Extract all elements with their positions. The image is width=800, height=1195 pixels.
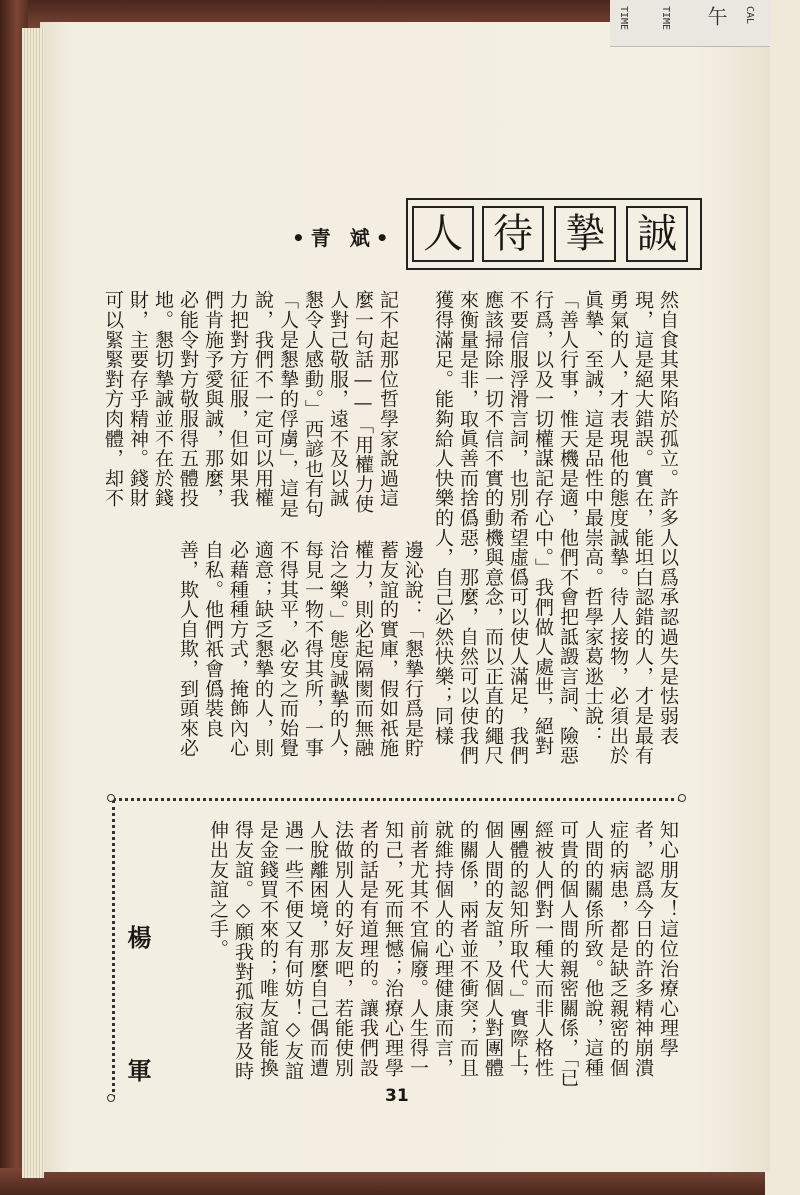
article-body-upper: 記不起那位哲學家說過這麼一句話——「用權力使人對己敬服，遠不及以誠懇令人感動。」西諺也有句「人是懇摯的俘虜」，這是說，我們不一定可以用權力把對方征服，但如果我們肯施予愛與誠，那麼，必能令對方敬服得五體投地。懇切摯誠並不在於錢財，主要存乎精神。錢財可以緊緊對方肉體，却不: [102, 290, 399, 519]
title-char: 待: [482, 206, 544, 262]
article2-body: 知心朋友！這位治療心理學者，認爲今日的許多精神崩潰症的病患，都是缺乏親密的個人間的關係所致。他說，這種可貴的個人間的親密關係，「已經被人們對一種大而非人格性團體的認知所取代。」實際上，個人間的友誼，及個人對團體的關係，兩者並不衝突；而且就維持個人的心理健康而言，前者尤其不宜偏廢。人生得一知己，死而無憾；治療心理學者的話是有道理的。讓我們設法做別人的好友吧，若能使別人脫離困境，那麼自己偶而遭遇一些不便又有何妨！◇友誼是金錢買不來的；唯友誼能換得友誼。◇願我對孤寂者及時伸出友誼之手。: [207, 820, 679, 1088]
index-tab: CAL: [744, 6, 755, 25]
adjacent-page: [765, 0, 800, 1195]
section-divider: [112, 798, 682, 801]
article-body-right: 然自食其果陷於孤立。許多人以爲承認過失是怯弱表現，這是絕大錯誤。實在，能坦白認錯的人，才是最有勇氣的人，才表現他的態度誠摯。待人接物，必須出於眞摯、至誠，這是品性中最崇高。哲學家葛逖士說：「善人行事，惟天機是適，他們不會把詆譭言詞、險惡行爲，以及一切權謀記存心中。」我們做人處世，絕對不要信服浮滑言詞，也別希望虛僞可以使人滿足，我們應該掃除一切不信不實的動機與意念，而以正直的繩尺來衡量是非，取眞善而捨僞惡，那麼，自然可以使我們獲得滿足。能夠給人快樂的人，自己必然快樂；同樣: [432, 290, 679, 766]
article-body-lower: 邊沁說：「懇摯行爲是貯蓄友誼的實庫，假如祇施權力，則必起隔閡而無融洽之樂。」態度誠摯的人，每見一物不得其所，一事不得其平，必安之而始覺適意；缺乏懇摯的人，則必藉種種方式，掩飾內心自私。他們祇會僞裝良善，欺人自欺，到頭來必: [177, 540, 424, 769]
page-edges: [22, 28, 44, 1178]
binding-bottom: [0, 1168, 800, 1195]
title-char: 摯: [554, 206, 616, 262]
index-tab: 午: [704, 6, 728, 26]
article-title: [406, 198, 702, 270]
index-tab-strip: [610, 0, 770, 47]
index-tab: TIME: [660, 6, 671, 31]
title-char: 人: [412, 206, 474, 262]
article2-author: 楊 軍: [123, 925, 152, 1122]
title-char: 誠: [626, 206, 688, 262]
divider-ornament: [107, 794, 115, 802]
divider-ornament: [678, 794, 686, 802]
page-number: 31: [385, 1086, 409, 1106]
article-byline: •青 斌•: [292, 226, 395, 250]
index-tab: TIME: [618, 6, 629, 31]
